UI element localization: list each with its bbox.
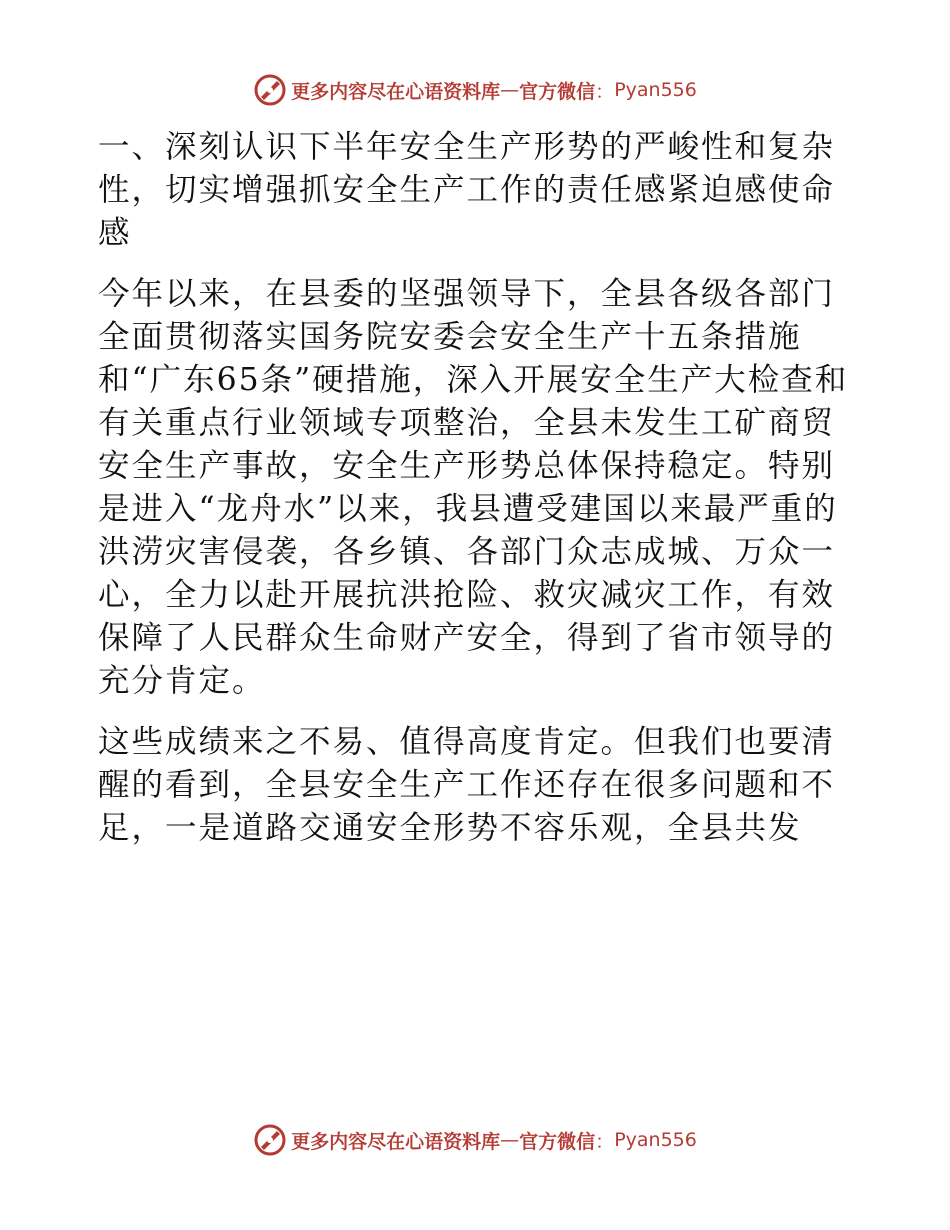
banner-dash: — xyxy=(500,79,520,101)
banner-colon: ： xyxy=(595,80,615,103)
paragraph-2: 这些成绩来之不易、值得高度肯定。但我们也要清醒的看到，全县安全生产工作还存在很多问题和不足，一是道路交通安全形势不容乐观，全县共发 xyxy=(98,724,836,846)
section-heading: 一、深刻认识下半年安全生产形势的严峻性和复杂性，切实增强抓安全生产工作的责任感紧迫感使命感 xyxy=(98,129,836,251)
banner-main-text: 更多内容尽在心语资料库 xyxy=(291,80,501,103)
footer-banner xyxy=(0,1120,950,1160)
document-body xyxy=(98,126,858,850)
banner-wechat-id: Pyan556 xyxy=(614,79,697,101)
banner-colon: ： xyxy=(595,1130,615,1153)
banner-wechat-label: 官方微信 xyxy=(519,1130,596,1153)
banner-wechat-id: Pyan556 xyxy=(614,1129,697,1151)
banner-main-text: 更多内容尽在心语资料库 xyxy=(291,1130,501,1153)
brand-logo-icon xyxy=(253,73,287,107)
banner-wechat-label: 官方微信 xyxy=(519,80,596,103)
brand-logo-icon xyxy=(253,1123,287,1157)
header-banner xyxy=(0,70,950,110)
banner-dash: — xyxy=(500,1129,520,1151)
paragraph-1: 今年以来，在县委的坚强领导下，全县各级各部门全面贯彻落实国务院安委会安全生产十五条措施和“广东65条”硬措施，深入开展安全生产大检查和有关重点行业领域专项整治，全县未发生工矿商贸安全生产事故，安全生产形势总体保持稳定。特别是进入“龙舟水”以来，我县遭受建国以来最严重的洪涝灾害侵袭，各乡镇、各部门众志成城、万众一心，全力以赴开展抗洪抢险、救灾减灾工作，有效保障了人民群众生命财产安全，得到了省市领导的充分肯定。 xyxy=(98,276,849,699)
